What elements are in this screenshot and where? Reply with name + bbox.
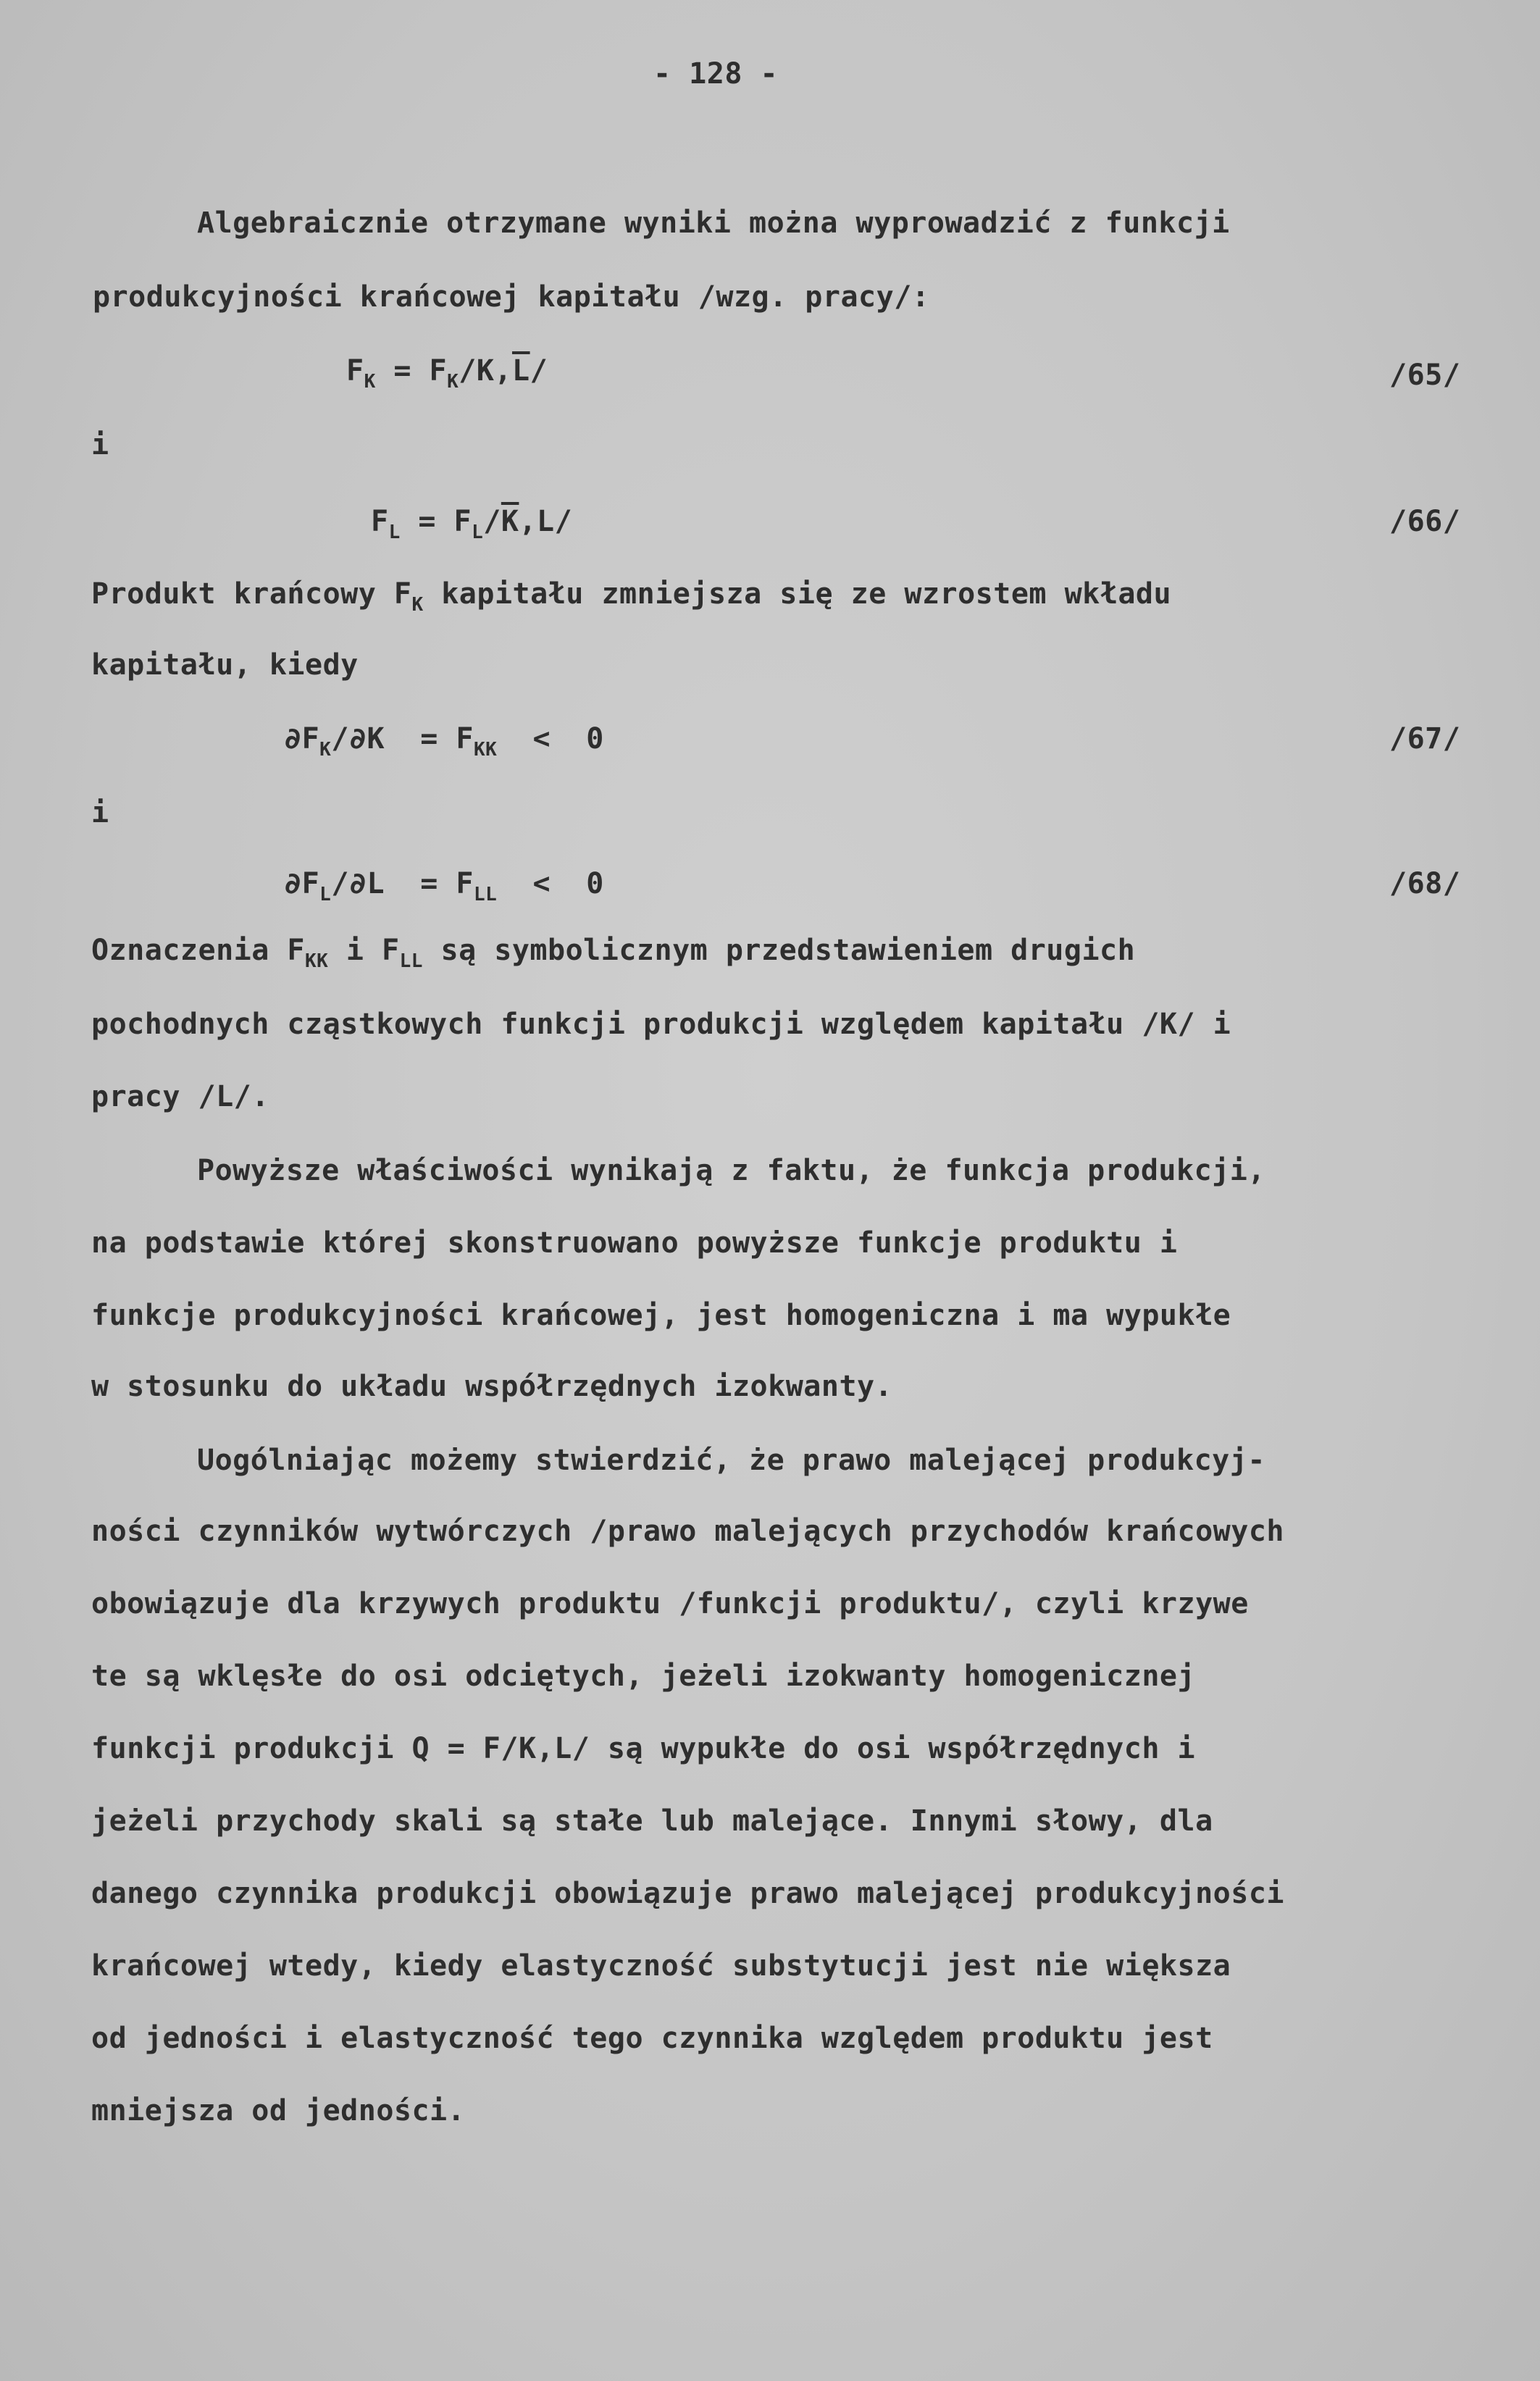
- text-line: Produkt krańcowy $F_K$ kapitału zmniejsza się ze wzrostem wkładu: [91, 577, 1172, 616]
- equation-66: $F_L = F_L/\overline{K},L/$: [371, 505, 573, 543]
- equation-65: $F_K = F_K/K,\overline{L}/$: [346, 354, 548, 393]
- text-line: Algebraicznie otrzymane wyniki można wyprowadzić z funkcji: [197, 206, 1230, 240]
- text-line: obowiązuje dla krzywych produktu /funkcji produktu/, czyli krzywe: [91, 1587, 1249, 1620]
- equation-68: $\partial F_L/\partial L = F_{LL} < 0$: [284, 867, 604, 905]
- text-line: pracy /L/.: [91, 1080, 269, 1113]
- text-line: produkcyjności krańcowej kapitału /wzg. pracy/:: [93, 280, 930, 314]
- text-line: te są wklęsłe do osi odciętych, jeżeli izokwanty homogenicznej: [91, 1660, 1196, 1693]
- text-line: na podstawie której skonstruowano powyższe funkcje produktu i: [91, 1226, 1178, 1260]
- text-line: danego czynnika produkcji obowiązuje prawo malejącej produkcyjności: [91, 1877, 1284, 1910]
- text-line: od jedności i elastyczność tego czynnika względem produktu jest: [91, 2022, 1213, 2055]
- text-line: Uogólniając możemy stwierdzić, że prawo malejącej produkcyj-: [197, 1444, 1265, 1477]
- text-line: Powyższe właściwości wynikają z faktu, że funkcja produkcji,: [197, 1154, 1265, 1187]
- page-number: - 128 -: [653, 57, 779, 91]
- equation-67: $\partial F_K/\partial K = F_{KK} < 0$: [284, 722, 604, 761]
- equation-number: /66/: [1389, 505, 1461, 538]
- text-line: jeżeli przychody skali są stałe lub malejące. Innymi słowy, dla: [91, 1804, 1213, 1838]
- text-line: w stosunku do układu współrzędnych izokwanty.: [91, 1370, 893, 1403]
- text-line: pochodnych cząstkowych funkcji produkcji względem kapitału /K/ i: [91, 1008, 1231, 1041]
- text-line: i: [91, 796, 109, 829]
- text-line: Oznaczenia $F_{KK}$ i $F_{LL}$ są symbolicznym przedstawieniem drugich: [91, 934, 1136, 972]
- equation-number: /67/: [1389, 722, 1461, 756]
- text-line: kapitału, kiedy: [91, 648, 359, 682]
- text-line: mniejsza od jedności.: [91, 2094, 466, 2127]
- text-line: ności czynników wytwórczych /prawo malejących przychodów krańcowych: [91, 1515, 1284, 1548]
- text-line: funkcje produkcyjności krańcowej, jest homogeniczna i ma wypukłe: [91, 1299, 1231, 1332]
- text-line: krańcowej wtedy, kiedy elastyczność substytucji jest nie większa: [91, 1949, 1231, 1983]
- equation-number: /68/: [1389, 867, 1461, 900]
- text-line: funkcji produkcji Q = F/K,L/ są wypukłe do osi współrzędnych i: [91, 1732, 1196, 1765]
- text-line: i: [91, 428, 109, 461]
- equation-number: /65/: [1389, 359, 1461, 392]
